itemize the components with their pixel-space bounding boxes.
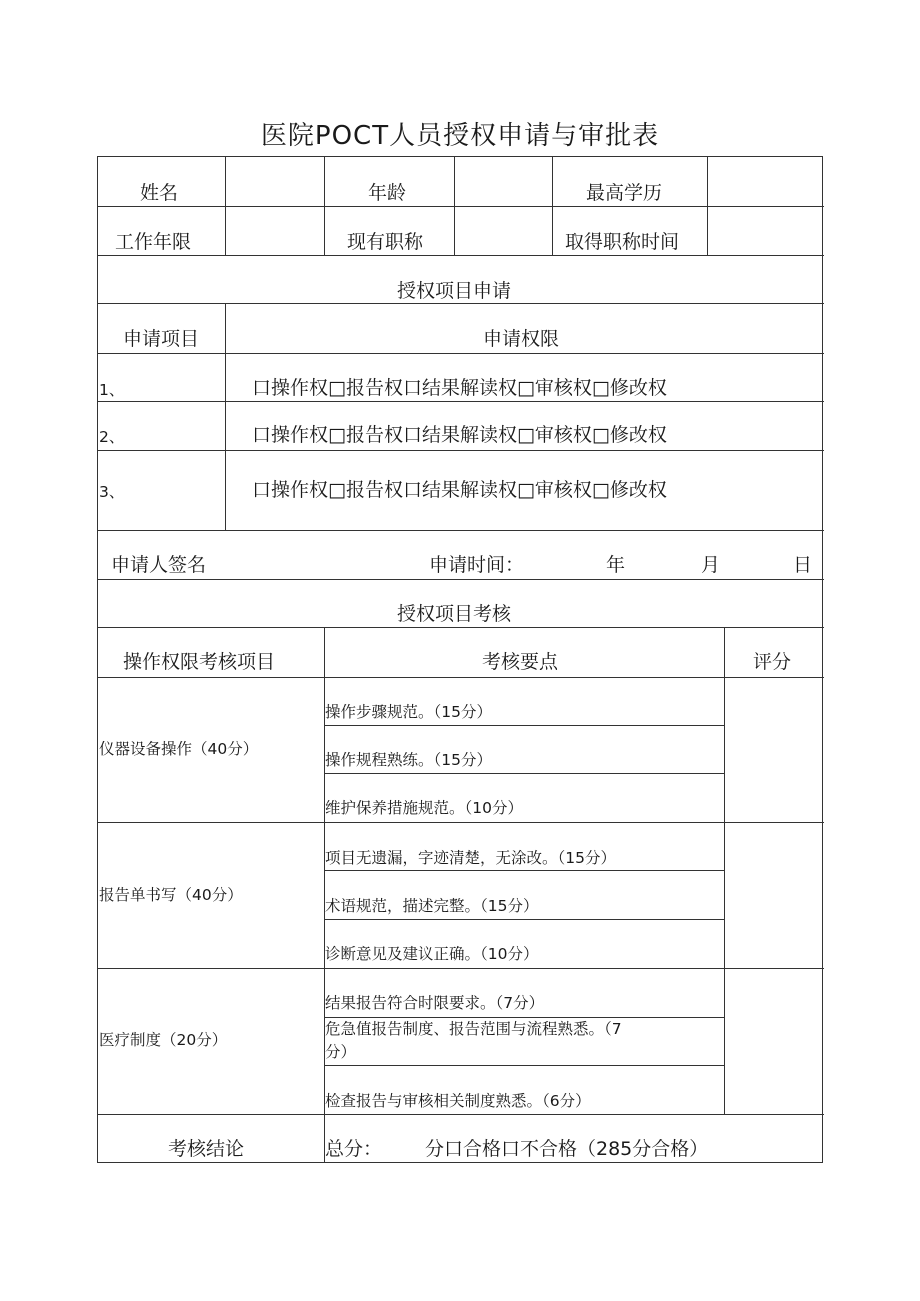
col-permission-header: 申请权限 <box>483 328 560 350</box>
job-title-label: 现有职称 <box>347 231 424 253</box>
assessment-point: 结果报告符合时限要求。（7分） <box>325 994 545 1012</box>
name-label: 姓名 <box>140 182 179 204</box>
authorization-form <box>97 156 823 1163</box>
assessment-point: 操作步骤规范。（15分） <box>325 703 492 721</box>
assessment-section-title: 授权项目考核 <box>397 603 512 625</box>
total-label: 总分： <box>325 1138 383 1160</box>
application-row-options: 口操作权□报告权口结果解读权□审核权□修改权 <box>252 479 667 501</box>
application-time-label: 申请时间： <box>429 554 525 576</box>
col-item-header: 申请项目 <box>123 328 200 350</box>
application-row-options: 口操作权□报告权口结果解读权□审核权□修改权 <box>252 377 667 399</box>
education-label: 最高学历 <box>586 182 663 204</box>
years-label: 工作年限 <box>115 231 192 253</box>
application-section-title: 授权项目申请 <box>397 280 512 302</box>
application-row-options: 口操作权□报告权口结果解读权□审核权□修改权 <box>252 424 667 446</box>
assessment-point: 分） <box>325 1043 357 1061</box>
application-row-number: 2、 <box>99 428 125 446</box>
form-title: 医院POCT人员授权申请与审批表 <box>260 121 660 151</box>
job-title-time-label: 取得职称时间 <box>565 231 680 253</box>
signature-label: 申请人签名 <box>111 554 207 576</box>
assessment-point: 检查报告与审核相关制度熟悉。（6分） <box>325 1092 591 1110</box>
assessment-point: 项目无遗漏，字迹清楚，无涂改。（15分） <box>325 849 616 867</box>
assessment-point: 术语规范，描述完整。（15分） <box>325 897 539 915</box>
assessment-point: 维护保养措施规范。（10分） <box>325 799 523 817</box>
col-points-header: 考核要点 <box>482 651 559 673</box>
assessment-point: 危急值报告制度、报告范围与流程熟悉。（7 <box>325 1020 622 1038</box>
col-score-header: 评分 <box>753 651 792 673</box>
age-label: 年龄 <box>368 182 407 204</box>
assessment-group-name: 报告单书写（40分） <box>99 886 243 904</box>
assessment-point: 诊断意见及建议正确。（10分） <box>325 945 539 963</box>
month-label: 月 <box>701 554 721 576</box>
conclusion-label: 考核结论 <box>168 1138 245 1160</box>
assessment-group-name: 医疗制度（20分） <box>99 1031 228 1049</box>
application-row-number: 3、 <box>99 483 125 501</box>
application-row-number: 1、 <box>99 381 125 399</box>
col-project-header: 操作权限考核项目 <box>123 651 276 673</box>
assessment-point: 操作规程熟练。（15分） <box>325 751 492 769</box>
result-text: 分口合格口不合格（285分合格） <box>425 1138 709 1160</box>
assessment-group-name: 仪器设备操作（40分） <box>99 740 259 758</box>
year-label: 年 <box>606 554 626 576</box>
day-label: 日 <box>793 554 813 576</box>
